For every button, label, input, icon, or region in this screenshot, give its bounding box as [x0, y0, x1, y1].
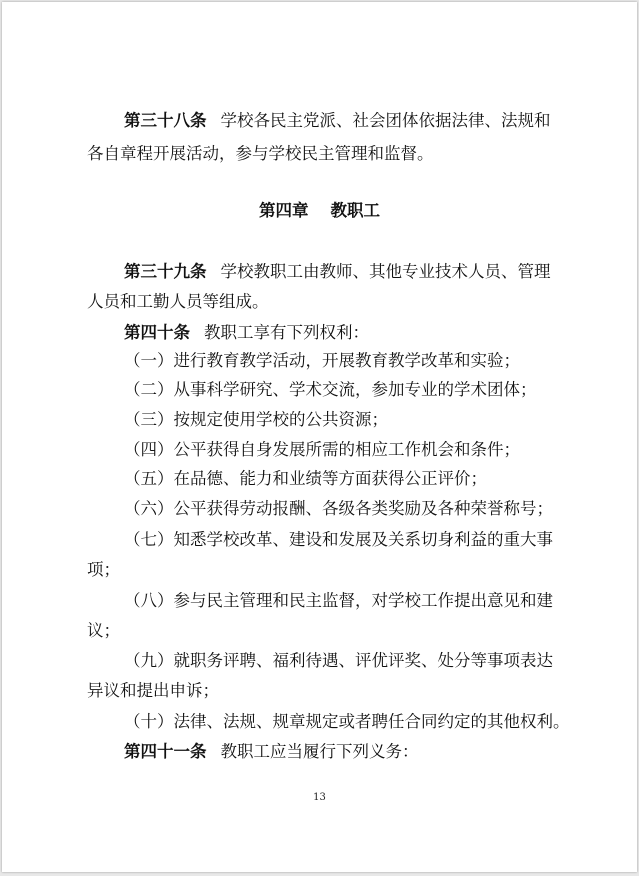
list-item: （十）法律、法规、规章规定或者聘任合同约定的其他权利。: [124, 712, 570, 731]
list-item-continuation: 项；: [87, 560, 120, 579]
list-item: （三）按规定使用学校的公共资源；: [124, 410, 388, 429]
list-item: （五）在品德、能力和业绩等方面获得公正评价；: [124, 469, 487, 488]
chapter-heading: [2, 200, 637, 222]
article-39-line-2: 人员和工勤人员等组成。: [87, 292, 269, 311]
list-item-continuation: 异议和提出申诉；: [87, 681, 219, 700]
article-38-line-2: 各自章程开展活动，参与学校民主管理和监督。: [87, 144, 434, 163]
list-item: （七）知悉学校改革、建设和发展及关系切身利益的重大事: [124, 530, 553, 549]
list-item: （四）公平获得自身发展所需的相应工作机会和条件；: [124, 440, 520, 459]
article-40-intro: 教职工享有下列权利：: [204, 323, 369, 342]
article-39-line-1: [124, 261, 551, 283]
article-38-text-1: 学校各民主党派、社会团体依据法律、法规和: [220, 111, 551, 130]
list-item: （一）进行教育教学活动，开展教育教学改革和实验；: [124, 351, 520, 370]
chapter-title: 教职工: [330, 201, 380, 220]
list-item: （九）就职务评聘、福利待遇、评优评奖、处分等事项表达: [124, 651, 553, 670]
article-39-text-1: 学校教职工由教师、其他专业技术人员、管理: [220, 262, 551, 281]
list-item-continuation: 议；: [87, 621, 120, 640]
article-41-line-1: [124, 741, 419, 763]
article-38-label: 第三十八条: [124, 111, 207, 130]
document-page: [2, 2, 637, 872]
article-41-label: 第四十一条: [124, 742, 207, 761]
article-41-intro: 教职工应当履行下列义务：: [220, 742, 419, 761]
article-38-line-1: [124, 110, 551, 132]
chapter-number: 第四章: [259, 201, 309, 220]
list-item: （八）参与民主管理和民主监督，对学校工作提出意见和建: [124, 591, 553, 610]
article-40-line-1: [124, 322, 369, 344]
article-40-label: 第四十条: [124, 323, 190, 342]
article-39-label: 第三十九条: [124, 262, 207, 281]
page-number: 13: [313, 792, 326, 803]
list-item: （二）从事科学研究、学术交流，参加专业的学术团体；: [124, 380, 537, 399]
list-item: （六）公平获得劳动报酬、各级各类奖励及各种荣誉称号；: [124, 499, 553, 518]
